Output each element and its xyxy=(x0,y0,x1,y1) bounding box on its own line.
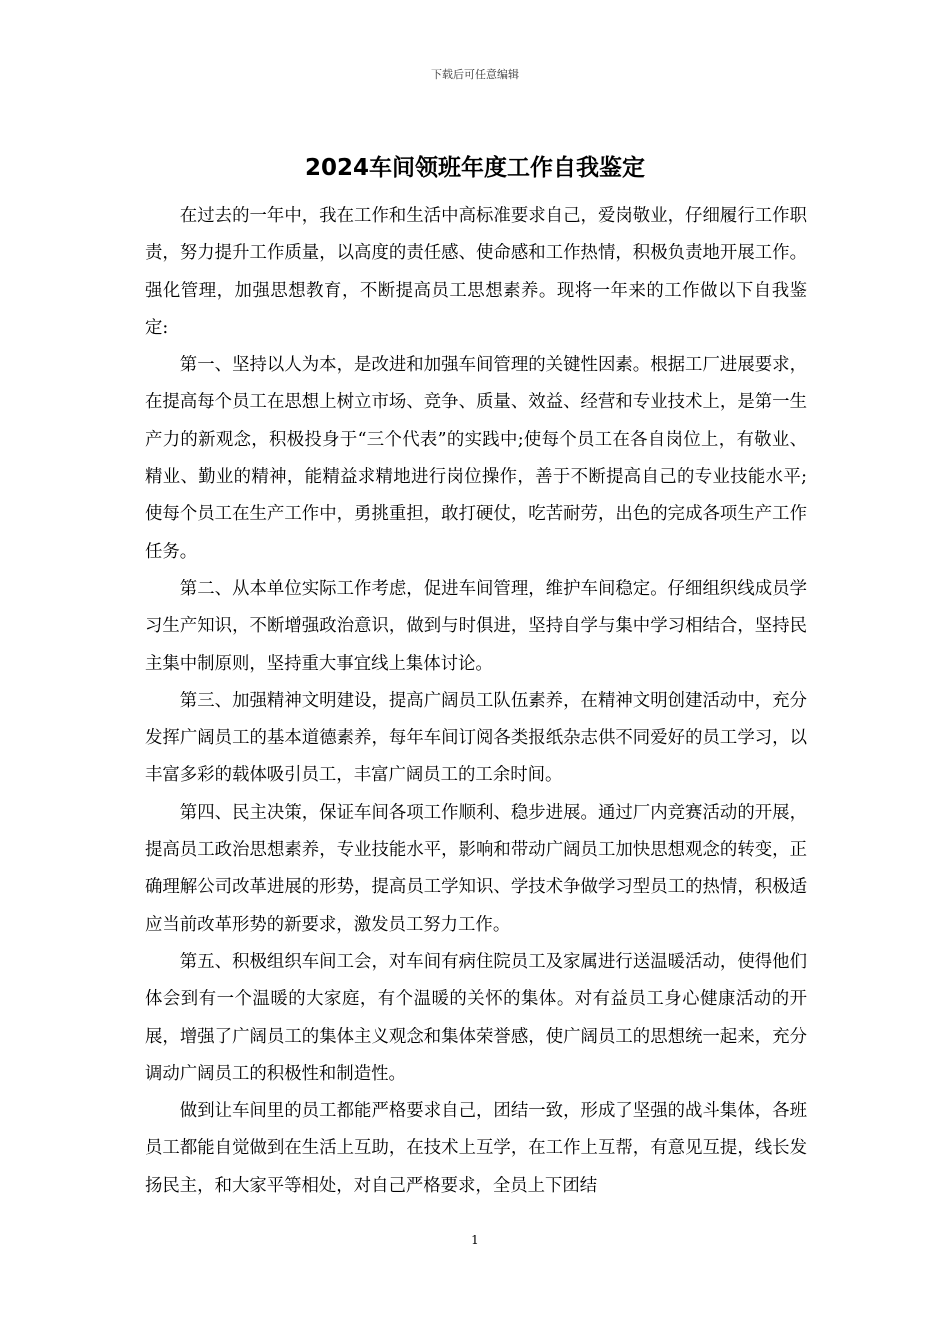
document-body xyxy=(145,198,807,1205)
page-number: 1 xyxy=(471,1233,479,1247)
paragraph-third: 第三、加强精神文明建设，提高广阔员工队伍素养，在精神文明创建活动中，充分发挥广阔员工的基本道德素养，每年车间订阅各类报纸杂志供不同爱好的员工学习，以丰富多彩的载体吸引员工，丰富广阔员工的工余时间。 xyxy=(145,690,807,786)
paragraph-fifth: 第五、积极组织车间工会，对车间有病住院员工及家属进行送温暖活动，使得他们体会到有一个温暖的大家庭，有个温暖的关怀的集体。对有益员工身心健康活动的开展，增强了广阔员工的集体主义观念和集体荣誉感，使广阔员工的思想统一起来，充分调动广阔员工的积极性和制造性。 xyxy=(145,951,807,1084)
paragraph-second: 第二、从本单位实际工作考虑，促进车间管理，维护车间稳定。仔细组织线成员学习生产知识，不断增强政治意识，做到与时俱进，坚持自学与集中学习相结合，坚持民主集中制原则，坚持重大事宜线上集体讨论。 xyxy=(145,578,807,674)
paragraph-fourth: 第四、民主决策，保证车间各项工作顺利、稳步进展。通过厂内竞赛活动的开展，提高员工政治思想素养，专业技能水平，影响和带动广阔员工加快思想观念的转变，正确理解公司改革进展的形势，提高员工学知识、学技术争做学习型员工的热情，积极适应当前改革形势的新要求，激发员工努力工作。 xyxy=(145,802,807,935)
header-note: 下载后可任意编辑 xyxy=(431,68,519,81)
paragraph-closing: 做到让车间里的员工都能严格要求自己，团结一致，形成了坚强的战斗集体，各班员工都能自觉做到在生活上互助，在技术上互学，在工作上互帮，有意见互提，线长发扬民主，和大家平等相处，对自己严格要求，全员上下团结 xyxy=(145,1101,807,1196)
document-title: 2024车间领班年度工作自我鉴定 xyxy=(304,155,645,181)
paragraph-first: 第一、坚持以人为本，是改进和加强车间管理的关键性因素。根据工厂进展要求，在提高每个员工在思想上树立市场、竞争、质量、效益、经营和专业技术上，是第一生产力的新观念，积极投身于“三个代表”的实践中;使每个员工在各自岗位上，有敬业、精业、勤业的精神，能精益求精地进行岗位操作，善于不断提高自己的专业技能水平;使每个员工在生产工作中，勇挑重担，敢打硬仗，吃苦耐劳，出色的完成各项生产工作任务。 xyxy=(145,355,807,562)
paragraph-intro: 在过去的一年中，我在工作和生活中高标准要求自己，爱岗敬业，仔细履行工作职责，努力提升工作质量，以高度的责任感、使命感和工作热情，积极负责地开展工作。强化管理，加强思想教育，不断提高员工思想素养。现将一年来的工作做以下自我鉴定: xyxy=(145,206,807,338)
